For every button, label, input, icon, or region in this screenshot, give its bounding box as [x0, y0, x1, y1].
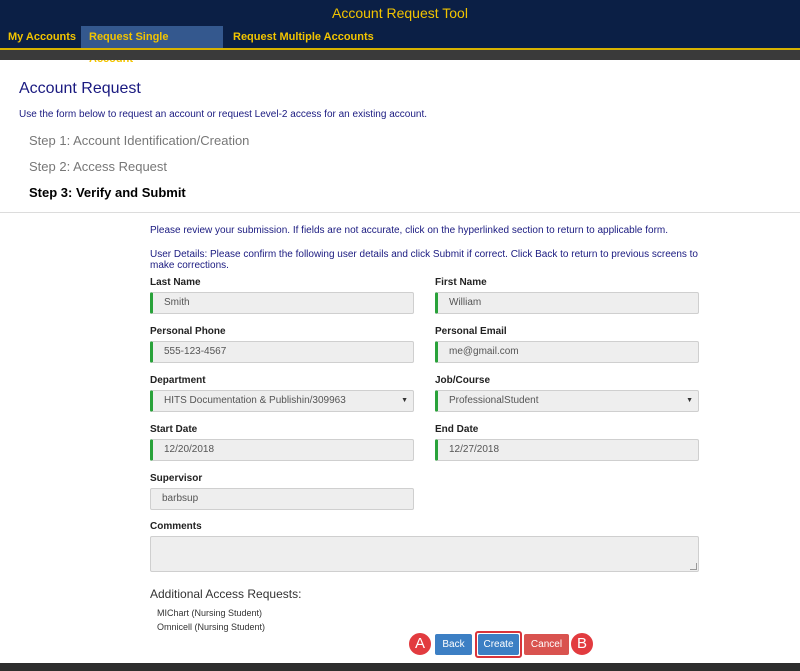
job-course-label: Job/Course	[435, 375, 491, 386]
access-item: Omnicell (Nursing Student)	[157, 622, 266, 632]
personal-phone-field[interactable]: 555-123-4567	[150, 341, 414, 363]
additional-access-title: Additional Access Requests:	[150, 587, 302, 601]
nav-bar	[0, 26, 800, 50]
annotation-marker-b: B	[569, 631, 595, 657]
first-name-label: First Name	[435, 277, 487, 288]
review-note: Please review your submission. If fields are not accurate, click on the hyperlinked section to return to applicable form.	[150, 225, 669, 236]
comments-textarea[interactable]	[150, 536, 699, 572]
first-name-field[interactable]: William	[435, 292, 699, 314]
start-date-field[interactable]: 12/20/2018	[150, 439, 414, 461]
comments-label: Comments	[150, 521, 202, 532]
section-divider	[0, 212, 800, 213]
app-title: Account Request Tool	[0, 0, 800, 26]
cancel-button[interactable]: Cancel	[524, 634, 569, 655]
department-select[interactable]	[150, 390, 414, 412]
chevron-down-icon: ▼	[401, 397, 408, 404]
start-date-label: Start Date	[150, 424, 198, 435]
tab-request-single-account[interactable]: Request Single	[81, 26, 223, 48]
personal-email-field[interactable]: me@gmail.com	[435, 341, 699, 363]
personal-email-label: Personal Email	[435, 326, 507, 337]
header-divider	[0, 50, 800, 60]
department-label: Department	[150, 375, 206, 386]
resize-grip-icon[interactable]	[690, 563, 697, 570]
job-course-value: ProfessionalStudent	[449, 395, 539, 406]
end-date-label: End Date	[435, 424, 479, 435]
last-name-label: Last Name	[150, 277, 201, 288]
end-date-field[interactable]: 12/27/2018	[435, 439, 699, 461]
access-item: MIChart (Nursing Student)	[157, 608, 263, 618]
page-title: Account Request	[19, 80, 141, 97]
user-details-note: User Details: Please confirm the following user details and click Submit if correct. Click Back to return to previous screens to make corrections.	[150, 249, 698, 271]
step-3-label: Step 3: Verify and Submit	[29, 185, 186, 200]
supervisor-label: Supervisor	[150, 473, 203, 484]
personal-phone-label: Personal Phone	[150, 326, 226, 337]
supervisor-field[interactable]: barbsup	[150, 488, 414, 510]
back-button[interactable]: Back	[435, 634, 472, 655]
job-course-select[interactable]	[435, 390, 699, 412]
step-1-label: Step 1: Account Identification/Creation	[29, 133, 250, 148]
tab-request-multiple-accounts[interactable]: Request Multiple Accounts	[233, 31, 374, 43]
create-button[interactable]: Create	[478, 634, 519, 655]
chevron-down-icon: ▼	[686, 397, 693, 404]
footer-strip	[0, 663, 800, 671]
annotation-marker-a: A	[407, 631, 433, 657]
last-name-field[interactable]: Smith	[150, 292, 414, 314]
page-intro: Use the form below to request an account or request Level-2 access for an existing account.	[19, 109, 427, 120]
step-2-label: Step 2: Access Request	[29, 159, 168, 174]
department-value: HITS Documentation & Publishin/309963	[164, 395, 346, 406]
tab-my-accounts[interactable]: My Accounts	[8, 31, 77, 43]
